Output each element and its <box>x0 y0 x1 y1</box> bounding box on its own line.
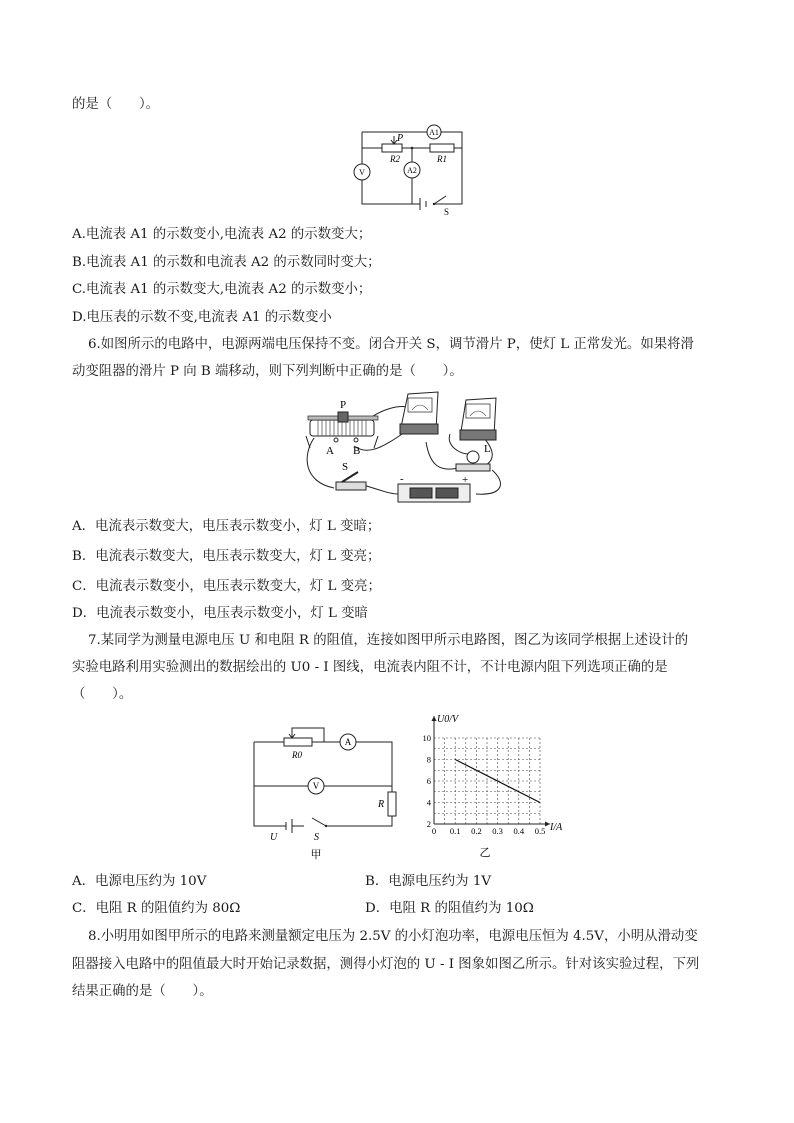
q5-label-a2: A2 <box>407 166 417 175</box>
q5-label-s: S <box>444 207 450 216</box>
q5-r2-resistor <box>382 144 402 152</box>
x-tick-label: 0.1 <box>449 826 461 836</box>
q7-label-s: S <box>314 832 319 843</box>
q6-stem-line1: 6.如图所示的电路中，电源两端电压保持不变。闭合开关 S，调节滑片 P，使灯 L 正常发光。如果将滑 <box>88 337 694 352</box>
q7-option-d: D．电阻 R 的阻值约为 10Ω <box>365 901 534 916</box>
chart-ylabel: U0/V <box>437 714 459 725</box>
q5-label-a1: A1 <box>429 128 439 137</box>
q6-option-b: B．电流表示数变大，电压表示数变大，灯 L 变亮； <box>72 549 381 564</box>
q5-r1-resistor <box>430 144 454 152</box>
q6-battery <box>398 484 470 502</box>
q7-circuit-diagram-jia <box>244 712 404 862</box>
q8-stem-line1: 8.小明用如图甲所示的电路来测量额定电压为 2.5V 的小灯泡功率，电源电压恒为 4.5V，小明从滑动变 <box>88 929 698 944</box>
y-axis-arrow <box>432 716 437 721</box>
chart-xlabel: I/A <box>550 822 563 833</box>
q7-label-a: A <box>344 737 352 747</box>
q6-label-l: L <box>484 443 491 455</box>
q8-stem-line3: 结果正确的是（ ）。 <box>72 984 213 999</box>
q5-circuit-diagram <box>350 120 470 216</box>
x-tick-label: 0.5 <box>534 826 546 836</box>
q7-stem-line1: 7.某同学为测量电源电压 U 和电阻 R 的阻值，连接如图甲所示电路图，图乙为该同学根据上述设计的 <box>88 633 689 648</box>
y-tick-label: 2 <box>426 819 431 829</box>
q7-label-v: V <box>312 781 320 791</box>
q5-label-r2: R2 <box>390 154 400 164</box>
q7-option-b: B．电源电压约为 1V <box>365 874 492 889</box>
q7-stem-line3: （ ）。 <box>72 687 133 702</box>
q5-option-b: B.电流表 A1 的示数和电流表 A2 的示数同时变大； <box>72 255 381 270</box>
q6-stem-line2: 动变阻器的滑片 P 向 B 端移动，则下列判断中正确的是（ ）。 <box>72 364 463 379</box>
q5-label-v: V <box>359 168 365 177</box>
q6-rheostat <box>306 412 378 448</box>
q6-label-plus: + <box>462 474 469 486</box>
q7-stem-line2: 实验电路利用实验测出的数据绘出的 U0 - I 图线，电流表内阻不计，不计电源内阻下列选项正确的是 <box>72 660 668 675</box>
y-tick-label: 6 <box>426 776 431 786</box>
q7-slider-arrow <box>289 728 295 738</box>
q7-r0-rheostat <box>284 738 312 746</box>
q7-option-c: C．电阻 R 的阻值约为 80Ω <box>72 901 241 916</box>
q7-caption-jia: 甲 <box>310 849 322 861</box>
q8-stem-line2: 阻器接入电路中的阻值最大时开始记录数据，测得小灯泡的 U - I 图象如图乙所示。针对该实验过程，下列 <box>72 957 700 972</box>
q7-option-a: A．电源电压约为 10V <box>72 874 207 889</box>
x-tick-label: 0.4 <box>513 826 525 836</box>
q5-option-d: D.电压表的示数不变,电流表 A1 的示数变小 <box>72 310 332 325</box>
q5-stem-tail: 的是（ ）。 <box>72 97 160 112</box>
q7-u0-i-chart <box>414 708 574 866</box>
q6-voltmeter <box>460 398 496 440</box>
chart-caption: 乙 <box>479 847 491 859</box>
q5-option-c: C.电流表 A1 的示数变大,电流表 A2 的示数变小； <box>72 282 372 297</box>
q6-option-d: D．电流表示数变小，电压表示数变小，灯 L 变暗 <box>72 606 368 621</box>
y-tick-label: 8 <box>426 754 431 765</box>
q5-label-r1: R1 <box>437 154 447 164</box>
q7-label-r0: R0 <box>292 750 302 760</box>
x-tick-label: 0 <box>431 826 437 836</box>
y-tick-label: 10 <box>422 733 431 743</box>
q7-label-r: R <box>378 799 385 810</box>
chart-grid <box>434 738 540 824</box>
q6-switch <box>336 472 366 490</box>
chart-axes <box>432 716 551 827</box>
q6-label-minus: - <box>400 473 404 485</box>
x-tick-label: 0.3 <box>492 826 503 836</box>
q6-option-c: C．电流表示数变小，电压表示数变大，灯 L 变亮； <box>72 579 381 594</box>
q6-option-a: A．电流表示数变大，电压表示数变小，灯 L 变暗； <box>72 519 381 534</box>
x-tick-label: 0.2 <box>471 826 482 836</box>
q5-option-a: A.电流表 A1 的示数变小,电流表 A2 的示数变大； <box>72 227 372 242</box>
q6-label-a: A <box>326 445 334 457</box>
q6-label-p: P <box>340 399 347 411</box>
q6-label-b: B <box>353 445 361 457</box>
q6-apparatus-figure <box>300 386 516 514</box>
y-tick-label: 4 <box>426 797 431 808</box>
q6-label-s: S <box>342 461 349 473</box>
q6-ammeter <box>400 392 438 434</box>
q5-label-p: P <box>397 133 404 144</box>
q7-resistor-r <box>388 792 396 816</box>
q7-label-u: U <box>270 832 278 843</box>
